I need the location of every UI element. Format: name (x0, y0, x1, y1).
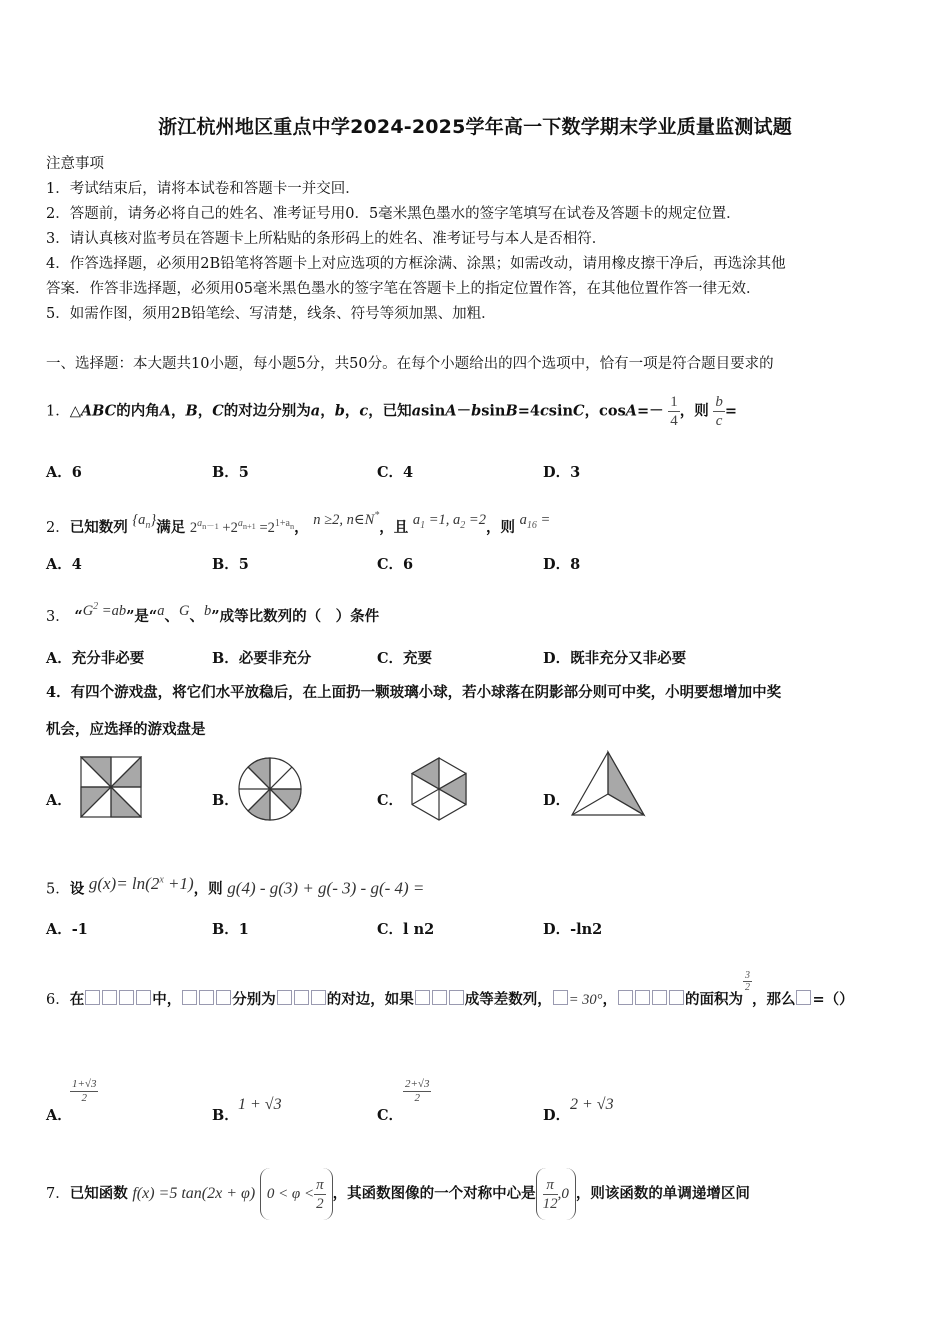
notice-item: 3．请认真核对监考员在答题卡上所粘贴的条形码上的姓名、准考证号与本人是否相符． (46, 231, 607, 247)
q2-text: ， (294, 518, 309, 536)
function-definition: f(x) =5 tan(2x + φ) (132, 1185, 256, 1202)
placeholder-glyph (414, 992, 465, 1008)
question-number: 6． (46, 992, 70, 1008)
q1-text: B (185, 402, 198, 420)
question-number: 3． (46, 608, 70, 625)
placeholder-glyph (795, 992, 812, 1008)
question-number: 2． (46, 519, 70, 536)
question-1 (46, 393, 737, 430)
q1-text: b (471, 402, 482, 420)
q1-text: ，已知 (368, 402, 412, 420)
option-b-expression: 1 + √3 (238, 1096, 282, 1113)
game-board-hexagon[interactable] (408, 756, 470, 822)
q1-text: sin (481, 402, 506, 420)
q1-text: c (359, 402, 369, 420)
q1-text: sin (548, 402, 574, 420)
option-b[interactable]: B．必要非充分 (212, 650, 312, 667)
condition: n ≥2, n∈N* (313, 510, 380, 528)
option-a[interactable]: A．-1 (46, 921, 88, 938)
expression: g(4) - g(3) + g(- 3) - g(- 4) = (227, 878, 425, 898)
q1-text: ， (320, 402, 335, 420)
option-a[interactable]: A．充分非必要 (46, 650, 145, 667)
option-c[interactable]: C．l n2 (377, 921, 435, 938)
question-7: 7．已知函数 f(x) =5 tan(2x + φ) 0 < φ < $\frac{\pi}{2}$ ，其函数图像的一个对称中心是 $\frac{\pi}{12}$ ,0 ，则该函数的单调递增区间 (46, 1168, 750, 1220)
page-title: 浙江杭州地区重点中学2024-2025学年高一下数学期末学业质量监测试题 (158, 116, 792, 138)
option-a[interactable]: A．4 (46, 556, 82, 573)
q1-text: A (445, 402, 457, 420)
option-b[interactable]: B． (212, 1107, 239, 1124)
option-a[interactable]: A． (46, 1107, 72, 1124)
q1-text: c (539, 402, 549, 420)
q2-text: ，且 (379, 518, 409, 536)
q1-text: ，则 (679, 402, 709, 420)
fraction: $\frac{1}{4}$ (670, 394, 678, 429)
q1-text: =4 (517, 402, 540, 420)
q1-text: = (724, 402, 738, 420)
placeholder-glyph (84, 992, 152, 1008)
question-6: 6．在 中， 分别为 的对边，如果 成等差数列， = 30°， 的面积为 $\frac{3}{2}$ ，那么 =（） (46, 970, 854, 1008)
notice-heading: 注意事项 (46, 156, 104, 172)
game-board-triangle[interactable] (570, 750, 646, 818)
sequence-notation: $\{a_n\}$ (132, 511, 157, 531)
q1-text: b (334, 402, 345, 420)
game-board-square[interactable] (80, 756, 142, 818)
symmetry-center: $\frac{\pi}{12}$ ,0 (536, 1168, 576, 1220)
option-a-fraction: $\frac{1+√3}{2}$ (72, 1078, 97, 1104)
option-c[interactable]: C． (377, 1107, 404, 1124)
question-number: 7． (46, 1186, 70, 1202)
q1-text: C (573, 402, 585, 420)
option-b[interactable]: B． (212, 792, 239, 809)
target-term: $a_{16}$ = (519, 511, 551, 531)
option-c[interactable]: C．充要 (377, 650, 433, 667)
option-d[interactable]: D．3 (543, 464, 581, 481)
q1-text: C (212, 402, 224, 420)
fraction: $\frac{b}{c}$ (715, 394, 723, 429)
question-5: 5．设 $g(x)= \ln(2^x +1)$，则 g(4) - g(3) + g(- 3) - g(- 4) = (46, 873, 425, 898)
q1-text: ，cos (584, 402, 626, 420)
notice-item: 答案．作答非选择题，必须用05毫米黑色墨水的签字笔在答题卡上的指定位置作答，在其他位置作答一律无效． (46, 281, 761, 297)
option-a[interactable]: A．6 (46, 464, 82, 481)
q1-text: ， (344, 402, 360, 420)
q2-text: ，则 (485, 518, 515, 536)
question-4-line2: 机会，应选择的游戏盘是 (46, 721, 206, 738)
q1-text: 的对边分别为 (223, 402, 311, 420)
expression: $G^2 =ab$ (82, 601, 127, 619)
domain-condition: 0 < φ < $\frac{\pi}{2}$ (260, 1168, 333, 1220)
option-d[interactable]: D．-ln2 (543, 921, 603, 938)
q1-text: ABC (80, 402, 117, 420)
q1-text: △ (69, 402, 81, 420)
q2-text: 满足 (156, 518, 186, 536)
option-c[interactable]: C．4 (377, 464, 414, 481)
question-4-line1: 4．有四个游戏盘，将它们水平放稳后，在上面扔一颗玻璃小球，若小球落在阴影部分则可中奖，小明要想增加中奖 (46, 684, 782, 701)
option-a[interactable]: A． (46, 792, 72, 809)
notice-item: 2．答题前，请务必将自己的姓名、准考证号用0．5毫米黑色墨水的签字笔填写在试卷及答题卡的规定位置． (46, 206, 741, 222)
question-number: 5． (46, 881, 70, 898)
option-d[interactable]: D．既非充分又非必要 (543, 650, 687, 667)
q1-text: a (310, 402, 321, 420)
option-c[interactable]: C．6 (377, 556, 414, 573)
placeholder-glyph (552, 992, 569, 1008)
option-d[interactable]: D． (543, 1107, 571, 1124)
placeholder-glyph (617, 992, 685, 1008)
angle-value: = 30° (568, 992, 603, 1008)
q1-text: ， (170, 402, 186, 420)
q1-text: － (456, 402, 472, 420)
notice-item: 1．考试结束后，请将本试卷和答题卡一并交回． (46, 181, 360, 197)
q1-text: a (411, 402, 422, 420)
option-c[interactable]: C． (377, 792, 404, 809)
notice-item: 5．如需作图，须用2B铅笔绘、写清楚，线条、符号等须加黑、加粗． (46, 306, 496, 322)
game-board-circle[interactable] (237, 756, 303, 822)
option-d-expression: 2 + √3 (570, 1096, 614, 1113)
section-heading: 一、选择题：本大题共10小题，每小题5分，共50分。在每个小题给出的四个选项中，恰有一项是符合题目要求的 (46, 356, 774, 372)
option-d[interactable]: D．8 (543, 556, 581, 573)
option-b[interactable]: B．5 (212, 464, 249, 481)
q1-text: A (625, 402, 637, 420)
initial-values: $a_1 =1$, $a_2 =2$ (412, 511, 486, 531)
q1-text: ， (197, 402, 213, 420)
q1-text: A (159, 402, 171, 420)
placeholder-glyph (181, 992, 232, 1008)
function-definition: $g(x)= \ln(2^x +1)$ (88, 873, 194, 893)
question-2 (46, 500, 550, 544)
option-b[interactable]: B．5 (212, 556, 249, 573)
notice-item: 4．作答选择题，必须用2B铅笔将答题卡上对应选项的方框涂满、涂黑；如需改动，请用橡皮擦干净后，再选涂其他 (46, 256, 786, 272)
option-d[interactable]: D． (543, 792, 571, 809)
q1-text: B (505, 402, 518, 420)
q1-text: =－ (637, 402, 664, 420)
area-fraction: $\frac{3}{2}$ (744, 970, 750, 993)
question-number: 1． (46, 403, 70, 420)
question-3: 3． “$G^2 =ab$”是“a、G、b”成等比数列的（ ）条件 (46, 601, 380, 625)
q2-text: 已知数列 (69, 518, 128, 536)
placeholder-glyph (276, 992, 327, 1008)
q1-text: sin (421, 402, 446, 420)
recurrence-equation: $2^{a_{n-1}} +2^{a_{n+1}} =2^{1+a_n}$ (189, 518, 295, 536)
option-b[interactable]: B．1 (212, 921, 249, 938)
option-c-fraction: $\frac{2+√3}{2}$ (405, 1078, 430, 1104)
q1-text: 的内角 (116, 402, 160, 420)
